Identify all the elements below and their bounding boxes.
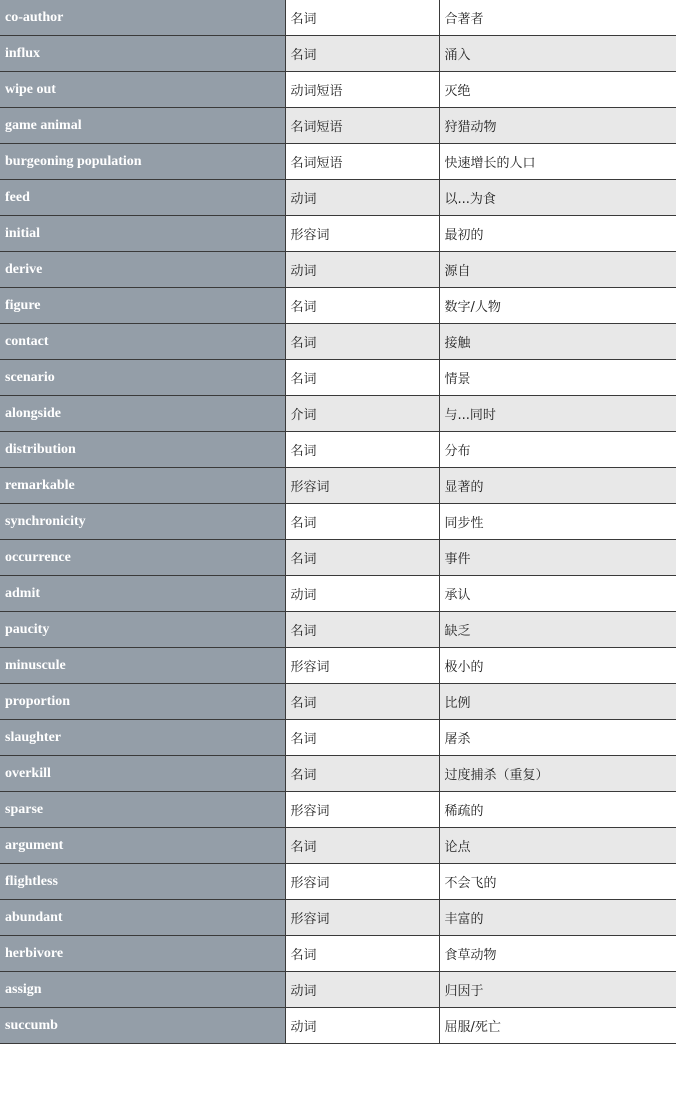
word-cell: co-author (0, 0, 285, 36)
word-cell: distribution (0, 432, 285, 468)
part-of-speech-cell: 动词 (285, 180, 439, 216)
table-row (0, 72, 676, 108)
table-row (0, 360, 676, 396)
table-row (0, 648, 676, 684)
word-cell: derive (0, 252, 285, 288)
word-cell: sparse (0, 792, 285, 828)
word-cell: minuscule (0, 648, 285, 684)
meaning-cell: 事件 (439, 540, 676, 576)
table-row (0, 756, 676, 792)
table-row (0, 972, 676, 1008)
part-of-speech-cell: 名词 (285, 324, 439, 360)
part-of-speech-cell: 形容词 (285, 216, 439, 252)
part-of-speech-cell: 形容词 (285, 900, 439, 936)
table-row (0, 684, 676, 720)
part-of-speech-cell: 名词 (285, 0, 439, 36)
meaning-cell: 接触 (439, 324, 676, 360)
meaning-cell: 比例 (439, 684, 676, 720)
meaning-cell: 狩猎动物 (439, 108, 676, 144)
meaning-cell: 承认 (439, 576, 676, 612)
meaning-cell: 灭绝 (439, 72, 676, 108)
table-row (0, 792, 676, 828)
part-of-speech-cell: 形容词 (285, 864, 439, 900)
meaning-cell: 与...同时 (439, 396, 676, 432)
table-row (0, 108, 676, 144)
part-of-speech-cell: 名词 (285, 828, 439, 864)
meaning-cell: 缺乏 (439, 612, 676, 648)
meaning-cell: 快速增长的人口 (439, 144, 676, 180)
part-of-speech-cell: 名词 (285, 540, 439, 576)
table-row (0, 1008, 676, 1044)
table-row (0, 936, 676, 972)
word-cell: paucity (0, 612, 285, 648)
word-cell: occurrence (0, 540, 285, 576)
word-cell: proportion (0, 684, 285, 720)
meaning-cell: 涌入 (439, 36, 676, 72)
word-cell: herbivore (0, 936, 285, 972)
part-of-speech-cell: 名词 (285, 936, 439, 972)
meaning-cell: 情景 (439, 360, 676, 396)
part-of-speech-cell: 介词 (285, 396, 439, 432)
word-cell: burgeoning population (0, 144, 285, 180)
part-of-speech-cell: 名词 (285, 504, 439, 540)
part-of-speech-cell: 动词 (285, 576, 439, 612)
word-cell: figure (0, 288, 285, 324)
word-cell: flightless (0, 864, 285, 900)
table-row (0, 828, 676, 864)
table-row (0, 864, 676, 900)
part-of-speech-cell: 名词短语 (285, 108, 439, 144)
word-cell: wipe out (0, 72, 285, 108)
part-of-speech-cell: 形容词 (285, 792, 439, 828)
table-row (0, 576, 676, 612)
part-of-speech-cell: 名词 (285, 720, 439, 756)
part-of-speech-cell: 动词短语 (285, 72, 439, 108)
table-row (0, 540, 676, 576)
word-cell: scenario (0, 360, 285, 396)
part-of-speech-cell: 名词短语 (285, 144, 439, 180)
meaning-cell: 稀疏的 (439, 792, 676, 828)
meaning-cell: 丰富的 (439, 900, 676, 936)
meaning-cell: 过度捕杀（重复） (439, 756, 676, 792)
word-cell: succumb (0, 1008, 285, 1044)
part-of-speech-cell: 名词 (285, 432, 439, 468)
table-row (0, 144, 676, 180)
word-cell: feed (0, 180, 285, 216)
part-of-speech-cell: 形容词 (285, 468, 439, 504)
meaning-cell: 屈服/死亡 (439, 1008, 676, 1044)
part-of-speech-cell: 名词 (285, 684, 439, 720)
meaning-cell: 同步性 (439, 504, 676, 540)
table-row (0, 180, 676, 216)
word-cell: initial (0, 216, 285, 252)
meaning-cell: 极小的 (439, 648, 676, 684)
table-row (0, 720, 676, 756)
meaning-cell: 以...为食 (439, 180, 676, 216)
part-of-speech-cell: 名词 (285, 288, 439, 324)
meaning-cell: 显著的 (439, 468, 676, 504)
table-row (0, 324, 676, 360)
word-cell: synchronicity (0, 504, 285, 540)
part-of-speech-cell: 形容词 (285, 648, 439, 684)
word-cell: overkill (0, 756, 285, 792)
word-cell: remarkable (0, 468, 285, 504)
meaning-cell: 论点 (439, 828, 676, 864)
word-cell: alongside (0, 396, 285, 432)
part-of-speech-cell: 名词 (285, 756, 439, 792)
meaning-cell: 分布 (439, 432, 676, 468)
table-row (0, 252, 676, 288)
table-row (0, 612, 676, 648)
meaning-cell: 归因于 (439, 972, 676, 1008)
table-row (0, 504, 676, 540)
part-of-speech-cell: 名词 (285, 612, 439, 648)
meaning-cell: 合著者 (439, 0, 676, 36)
meaning-cell: 最初的 (439, 216, 676, 252)
word-cell: influx (0, 36, 285, 72)
table-row (0, 36, 676, 72)
table-row (0, 288, 676, 324)
meaning-cell: 不会飞的 (439, 864, 676, 900)
word-cell: argument (0, 828, 285, 864)
table-row (0, 432, 676, 468)
table-row (0, 900, 676, 936)
table-row (0, 468, 676, 504)
word-cell: abundant (0, 900, 285, 936)
meaning-cell: 数字/人物 (439, 288, 676, 324)
word-cell: admit (0, 576, 285, 612)
meaning-cell: 屠杀 (439, 720, 676, 756)
meaning-cell: 食草动物 (439, 936, 676, 972)
word-cell: game animal (0, 108, 285, 144)
part-of-speech-cell: 名词 (285, 360, 439, 396)
part-of-speech-cell: 名词 (285, 36, 439, 72)
word-cell: assign (0, 972, 285, 1008)
word-cell: contact (0, 324, 285, 360)
meaning-cell: 源自 (439, 252, 676, 288)
part-of-speech-cell: 动词 (285, 252, 439, 288)
part-of-speech-cell: 动词 (285, 972, 439, 1008)
table-row (0, 0, 676, 36)
word-cell: slaughter (0, 720, 285, 756)
part-of-speech-cell: 动词 (285, 1008, 439, 1044)
table-row (0, 216, 676, 252)
table-row (0, 396, 676, 432)
